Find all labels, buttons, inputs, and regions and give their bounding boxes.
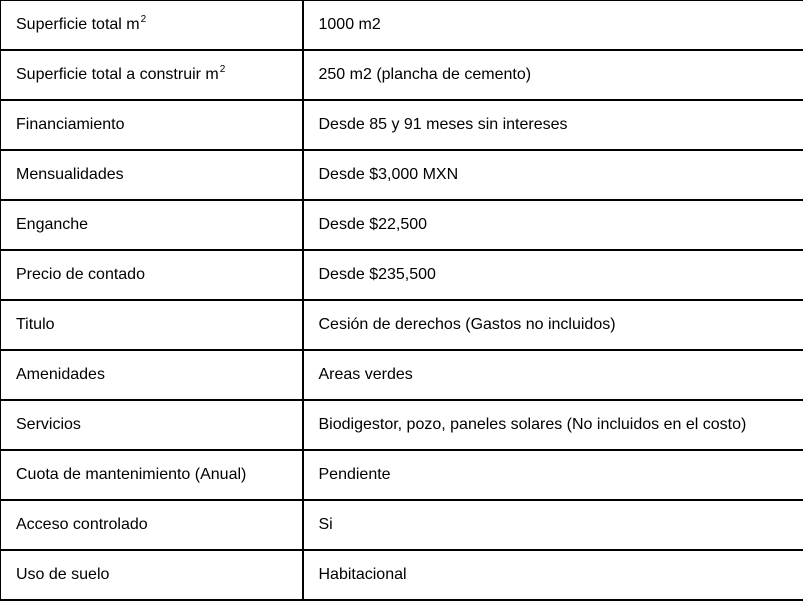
row-value: Pendiente: [303, 450, 803, 500]
row-label: Mensualidades: [1, 150, 303, 200]
row-label: Acceso controlado: [1, 500, 303, 550]
table-row: [1, 300, 803, 350]
table-row: [1, 100, 803, 150]
table-row: [1, 350, 803, 400]
row-value: Desde $22,500: [303, 200, 803, 250]
table-row: [1, 400, 803, 450]
row-value: Habitacional: [303, 550, 803, 600]
row-label: Servicios: [1, 400, 303, 450]
row-label: Amenidades: [1, 350, 303, 400]
row-label: Financiamiento: [1, 100, 303, 150]
row-label: [1, 50, 303, 100]
row-label: Cuota de mantenimiento (Anual): [1, 450, 303, 500]
table-row: [1, 250, 803, 300]
table-row: [1, 50, 803, 100]
table-row: [1, 550, 803, 600]
row-value: Biodigestor, pozo, paneles solares (No incluidos en el costo): [303, 400, 803, 450]
row-label: Titulo: [1, 300, 303, 350]
row-label: Uso de suelo: [1, 550, 303, 600]
superscript: 2: [219, 63, 226, 75]
table-row: [1, 1, 803, 50]
row-label: Precio de contado: [1, 250, 303, 300]
label-text: Superficie total a construir m: [16, 65, 219, 83]
row-value: Desde $3,000 MXN: [303, 150, 803, 200]
table-row: [1, 200, 803, 250]
table-row: [1, 150, 803, 200]
row-value: Desde 85 y 91 meses sin intereses: [303, 100, 803, 150]
row-label: Enganche: [1, 200, 303, 250]
label-text: Superficie total m: [16, 15, 140, 33]
row-value: 1000 m2: [303, 1, 803, 50]
row-label: [1, 1, 303, 50]
superscript: 2: [140, 13, 147, 25]
table-row: [1, 500, 803, 550]
row-value: Si: [303, 500, 803, 550]
row-value: Cesión de derechos (Gastos no incluidos): [303, 300, 803, 350]
table-row: [1, 450, 803, 500]
row-value: Areas verdes: [303, 350, 803, 400]
row-value: 250 m2 (plancha de cemento): [303, 50, 803, 100]
row-value: Desde $235,500: [303, 250, 803, 300]
